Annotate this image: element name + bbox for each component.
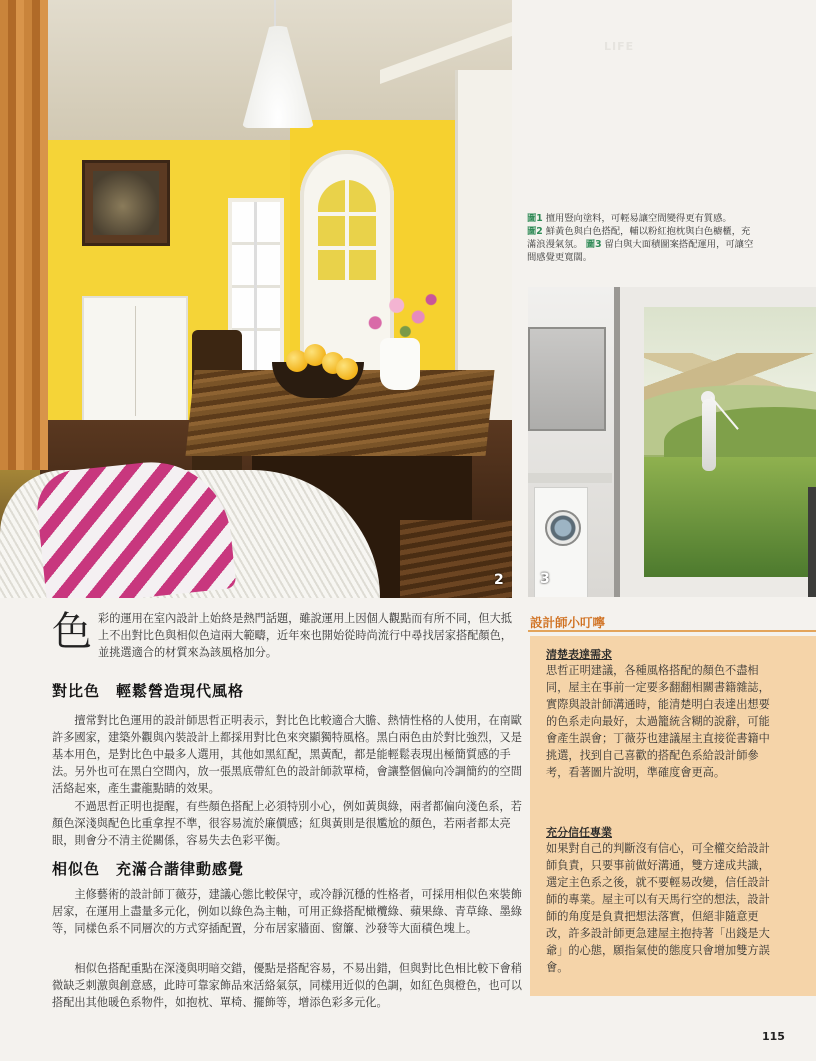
door-glass	[318, 180, 376, 280]
sidebar-text-2: 如果對自己的判斷沒有信心，可全權交給設計師負責，只要事前做好溝通，雙方達成共識，選定主色系之後，就不要輕易改變，信任設計師的專業。屋主可以有天馬行空的想法，設計師的角度是負責把想法落實，但絕非隨意更改，許多設計師更急建屋主抱持著「出錢是大爺」的心態，願指氣使的態度只會增加雙方誤會。	[546, 842, 770, 974]
white-vase	[380, 338, 420, 390]
dining-room-photo	[0, 0, 512, 598]
laundry-room-photo	[528, 287, 816, 597]
sidebar-text-1: 思哲正明建議，各種風格搭配的顏色不盡相同，屋主在事前一定要多翻翻相關書籍雜誌，實際與設計師溝通時，能清楚明白表達出想要的色系走向最好，太過籠統含糊的說辭，可能會產生誤會；丁薇芬也建議屋主直接從書籍中挑選，找到自己喜歡的搭配色系給設計師參考，看著圖片說明，準確度會更高。	[546, 664, 770, 779]
section1-paragraph-2: 不過思哲正明也提醒，有些顏色搭配上必須特別小心，例如黃與綠，兩者都偏向淺色系，若顏色深淺與配色比重拿捏不準，很容易流於廉價感；紅與黃則是很尷尬的顏色，若兩者都太亮眼，則會分不清主從關係，容易失去色彩平衡。	[52, 800, 522, 847]
white-cabinet	[82, 296, 188, 426]
door-frame	[614, 287, 620, 597]
golf-mural	[644, 307, 816, 577]
lemon	[336, 358, 358, 380]
wood-door-frame	[0, 0, 48, 470]
section2-paragraph-1: 主修藝術的設計師丁薇芬，建議心態比較保守，或冷靜沉穩的性格者，可採用相似色來裝飾居家，在運用上盡量多元化，例如以綠色為主軸，可用正綠搭配橄欖綠、蘋果綠、青草綠、墨綠等，同樣色系不同層次的方式穿插配置，分布居家牆面、窗簾、沙發等大面積色塊上。	[52, 888, 522, 935]
caption-fig3-text: 留白與大面積圖案搭配運用，可讓空間感覺更寬闊。	[527, 239, 754, 263]
section1-heading: 對比色 輕鬆營造現代風格	[52, 682, 245, 700]
caption-fig3-label: 圖3	[585, 239, 602, 250]
page-number: 115	[762, 1030, 785, 1043]
article-intro	[52, 610, 522, 661]
upper-cabinet	[528, 327, 606, 431]
photo-number-3: 3	[540, 571, 550, 587]
framed-painting	[82, 160, 170, 246]
sidebar-box	[530, 636, 816, 996]
section2-heading: 相似色 充滿合諧律動感覺	[52, 860, 245, 878]
counter	[528, 473, 612, 483]
caption-fig2-label: 圖2	[527, 226, 543, 237]
caption-fig1-label: 圖1	[527, 213, 543, 224]
section1-paragraph-1: 擅常對比色運用的設計師思哲正明表示，對比色比較適合大膽、熱情性格的人使用，在南歐許多國家，建築外觀與內裝設計上都採用對比色來突顯獨特風格。黑白兩色由於對比強烈，又是基本用色，是對比色中最多人選用，其他如黑紅配，黑黃配，都是能輕鬆表現出極簡質感的手法。另外也可在黑白空間內，放一張黑底帶紅色的設計師款單椅，會讓整個偏向冷調簡約的空間活絡起來，產生畫龍點睛的效果。	[52, 714, 522, 795]
photo-caption	[527, 212, 757, 264]
golf-green	[644, 457, 816, 577]
photo-number-2: 2	[494, 572, 504, 588]
caption-fig2-text: 鮮黃色與白色搭配，輔以粉紅抱枕與白色櫥櫃，充滿浪漫氣氛。	[527, 226, 751, 250]
sidebar-subheading-2: 充分信任專業	[546, 826, 612, 839]
sidebar-subheading-1: 清楚表達需求	[546, 648, 612, 661]
caption-fig1-text: 擅用豎向塗料，可輕易讓空間變得更有質感。	[545, 213, 732, 224]
section2-paragraph-2: 相似色搭配重點在深淺與明暗交錯，優點是搭配容易，不易出錯，但與對比色相比較下會稍微缺乏刺激與創意感，此時可靠家飾品來活絡氣氛，同樣用近似的色調，如紅色與橙色，也可以搭配出其他暖色系物件，如抱枕、單椅、擺飾等，增添色彩多元化。	[52, 962, 522, 1009]
lamp-cord	[274, 0, 276, 28]
golfer-figure	[702, 399, 716, 471]
drop-cap: 色	[52, 609, 92, 655]
washer-drum	[545, 510, 581, 546]
sidebar-title: 設計師小叮嚀	[530, 615, 606, 630]
magazine-logo: LIFE	[604, 40, 635, 53]
painting-canvas	[93, 171, 159, 235]
intro-text: 彩的運用在室內設計上始終是熱門話題，雖說運用上因個人觀點而有所不同，但大抵上不出對比色與相似色這兩大範疇，近年來也開始從時尚流行中尋找居家搭配顏色，並挑選適合的材質來為該風格加分。	[98, 612, 512, 659]
dark-edge	[808, 487, 816, 597]
sidebar-rule	[528, 630, 816, 632]
